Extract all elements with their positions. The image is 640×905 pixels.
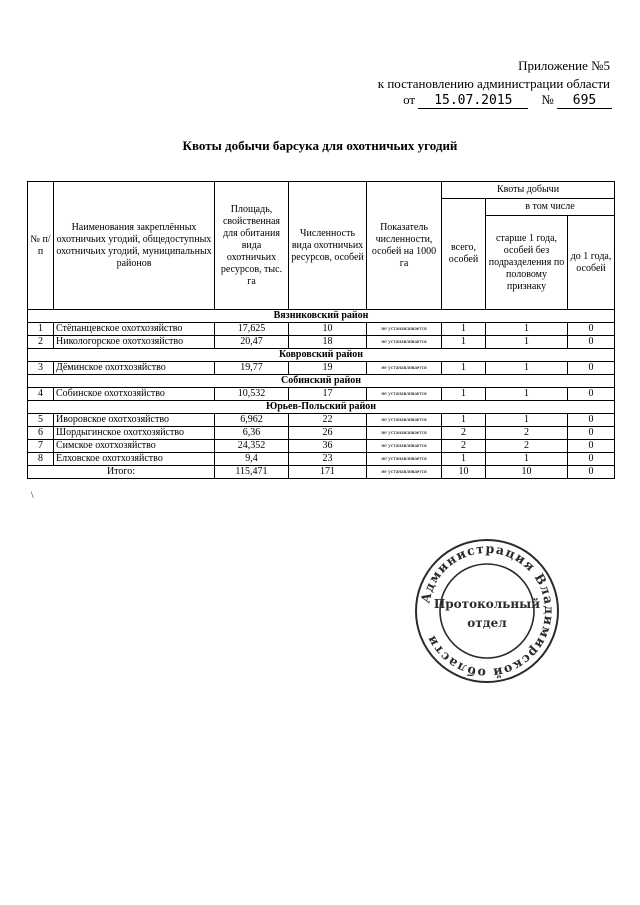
indicator-value: не устанавливается bbox=[367, 414, 442, 427]
appendix-label: Приложение №5 bbox=[518, 58, 610, 73]
row-number: 7 bbox=[28, 440, 54, 453]
quota-total-value: 1 bbox=[442, 362, 486, 375]
area-value: 9,4 bbox=[215, 453, 289, 466]
hunting-ground-name: Никологорское охотхозяйство bbox=[54, 336, 215, 349]
district-row bbox=[28, 349, 615, 362]
quota-younger-value: 0 bbox=[568, 362, 615, 375]
col-area-header: Площадь, свойственная для обитания вида охотничьих ресурсов, тыс. га bbox=[215, 182, 289, 310]
quota-total-value: 1 bbox=[442, 453, 486, 466]
quota-older-value: 2 bbox=[486, 440, 568, 453]
quota-younger-value: 0 bbox=[568, 388, 615, 401]
row-number: 8 bbox=[28, 453, 54, 466]
table-row bbox=[28, 362, 615, 375]
area-value: 19,77 bbox=[215, 362, 289, 375]
quota-younger-value: 0 bbox=[568, 323, 615, 336]
area-value: 20,47 bbox=[215, 336, 289, 349]
area-value: 17,625 bbox=[215, 323, 289, 336]
table-row bbox=[28, 427, 615, 440]
count-value: 36 bbox=[289, 440, 367, 453]
quota-younger-value: 0 bbox=[568, 440, 615, 453]
number-label: № bbox=[541, 92, 554, 107]
indicator-value: не устанавливается bbox=[367, 336, 442, 349]
quota-younger-value: 0 bbox=[568, 427, 615, 440]
row-number: 2 bbox=[28, 336, 54, 349]
quota-total-value: 1 bbox=[442, 336, 486, 349]
district-row bbox=[28, 375, 615, 388]
indicator-value: не устанавливается bbox=[367, 388, 442, 401]
indicator-value: не устанавливается bbox=[367, 427, 442, 440]
quota-total-value: 1 bbox=[442, 414, 486, 427]
col-num-header: № п/п bbox=[28, 182, 54, 310]
district-row bbox=[28, 401, 615, 414]
row-number: 6 bbox=[28, 427, 54, 440]
row-number: 1 bbox=[28, 323, 54, 336]
totals-quota-total: 10 bbox=[442, 466, 486, 479]
district-row bbox=[28, 310, 615, 323]
hunting-ground-name: Симское охотхозяйство bbox=[54, 440, 215, 453]
table-row bbox=[28, 336, 615, 349]
row-number: 3 bbox=[28, 362, 54, 375]
indicator-value: не устанавливается bbox=[367, 440, 442, 453]
area-value: 10,532 bbox=[215, 388, 289, 401]
hunting-ground-name: Стёпанцевское охотхозяйство bbox=[54, 323, 215, 336]
official-stamp bbox=[412, 536, 562, 691]
area-value: 6,962 bbox=[215, 414, 289, 427]
totals-count: 171 bbox=[289, 466, 367, 479]
hunting-ground-name: Шордыгинское охотхозяйство bbox=[54, 427, 215, 440]
col-name-header: Наименования закреплённых охотничьих угодий, общедоступных охотничьих угодий, муниципальных районов bbox=[54, 182, 215, 310]
totals-quota-older: 10 bbox=[486, 466, 568, 479]
table-row bbox=[28, 453, 615, 466]
col-total-header: всего, особей bbox=[442, 199, 486, 310]
hunting-ground-name: Дёминское охотхозяйство bbox=[54, 362, 215, 375]
resolution-date-number bbox=[403, 92, 612, 109]
col-quota-header: Квоты добычи bbox=[442, 182, 615, 199]
hunting-ground-name: Елховское охотхозяйство bbox=[54, 453, 215, 466]
indicator-value: не устанавливается bbox=[367, 323, 442, 336]
totals-label: Итого: bbox=[28, 466, 215, 479]
resolution-number: 695 bbox=[557, 94, 612, 109]
col-indicator-header: Показатель численности, особей на 1000 га bbox=[367, 182, 442, 310]
quota-younger-value: 0 bbox=[568, 453, 615, 466]
quota-older-value: 1 bbox=[486, 362, 568, 375]
indicator-value: не устанавливается bbox=[367, 362, 442, 375]
count-value: 26 bbox=[289, 427, 367, 440]
totals-indicator: не устанавливается bbox=[367, 466, 442, 479]
document-title: Квоты добычи барсука для охотничьих угодий bbox=[182, 138, 458, 153]
totals-area: 115,471 bbox=[215, 466, 289, 479]
totals-quota-younger: 0 bbox=[568, 466, 615, 479]
table-row bbox=[28, 440, 615, 453]
hunting-ground-name: Собинское охотхозяйство bbox=[54, 388, 215, 401]
table-row bbox=[28, 414, 615, 427]
quota-older-value: 1 bbox=[486, 414, 568, 427]
col-including-header: в том числе bbox=[486, 199, 615, 216]
row-number: 5 bbox=[28, 414, 54, 427]
stamp-inner-line1: Протокольный bbox=[433, 597, 541, 611]
col-older-header: старше 1 года, особей без подразделения по половому признаку bbox=[486, 216, 568, 310]
indicator-value: не устанавливается bbox=[367, 453, 442, 466]
hunting-ground-name: Иворовское охотхозяйство bbox=[54, 414, 215, 427]
stamp-inner-line2: отдел bbox=[467, 616, 507, 630]
quota-older-value: 1 bbox=[486, 336, 568, 349]
area-value: 24,352 bbox=[215, 440, 289, 453]
row-number: 4 bbox=[28, 388, 54, 401]
quota-table-body bbox=[28, 310, 615, 479]
count-value: 17 bbox=[289, 388, 367, 401]
quota-older-value: 2 bbox=[486, 427, 568, 440]
quota-total-value: 2 bbox=[442, 440, 486, 453]
from-label: от bbox=[403, 92, 416, 107]
district-name: Ковровский район bbox=[28, 349, 615, 362]
quota-total-value: 2 bbox=[442, 427, 486, 440]
stamp-ring-text: Администрация Владимирской области bbox=[417, 540, 558, 682]
quota-older-value: 1 bbox=[486, 453, 568, 466]
margin-mark: \ bbox=[31, 490, 34, 500]
resolution-date: 15.07.2015 bbox=[418, 94, 528, 109]
quota-older-value: 1 bbox=[486, 323, 568, 336]
district-name: Юрьев-Польский район bbox=[28, 401, 615, 414]
area-value: 6,36 bbox=[215, 427, 289, 440]
quota-total-value: 1 bbox=[442, 323, 486, 336]
count-value: 23 bbox=[289, 453, 367, 466]
count-value: 18 bbox=[289, 336, 367, 349]
quota-table bbox=[27, 181, 615, 479]
resolution-reference: к постановлению администрации области bbox=[377, 76, 610, 91]
table-row bbox=[28, 323, 615, 336]
count-value: 10 bbox=[289, 323, 367, 336]
quota-total-value: 1 bbox=[442, 388, 486, 401]
district-name: Вязниковский район bbox=[28, 310, 615, 323]
quota-younger-value: 0 bbox=[568, 336, 615, 349]
count-value: 19 bbox=[289, 362, 367, 375]
table-row bbox=[28, 388, 615, 401]
col-younger-header: до 1 года, особей bbox=[568, 216, 615, 310]
totals-row bbox=[28, 466, 615, 479]
district-name: Собинский район bbox=[28, 375, 615, 388]
quota-older-value: 1 bbox=[486, 388, 568, 401]
col-count-header: Численность вида охотничьих ресурсов, особей bbox=[289, 182, 367, 310]
count-value: 22 bbox=[289, 414, 367, 427]
quota-younger-value: 0 bbox=[568, 414, 615, 427]
